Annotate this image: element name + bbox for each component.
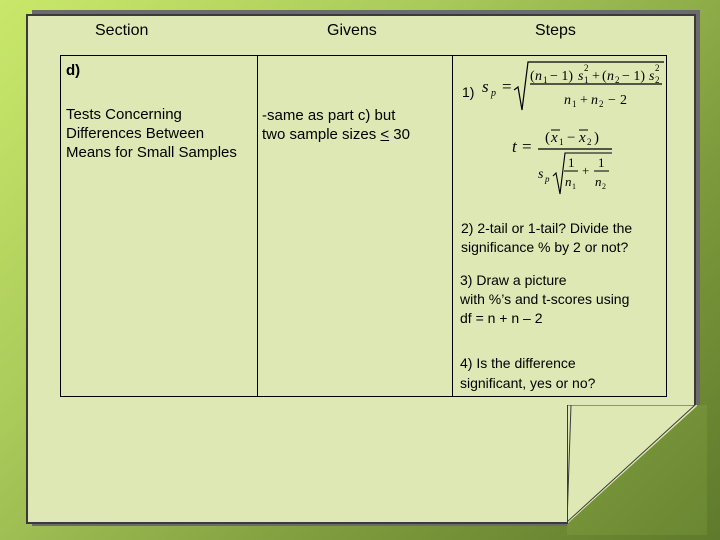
sp-symbol: s [482, 77, 489, 96]
svg-text:1: 1 [572, 182, 576, 191]
t-symbol: t [512, 137, 517, 156]
svg-text:1: 1 [584, 75, 589, 85]
step-4-line-2: significant, yes or no? [460, 375, 596, 391]
step-4-line-1: 4) Is the difference [460, 355, 576, 371]
header-steps: Steps [535, 22, 576, 39]
svg-text:n: n [564, 93, 571, 108]
svg-text:): ) [594, 130, 599, 146]
header-givens: Givens [327, 22, 377, 39]
svg-text:x: x [579, 130, 586, 146]
header-section: Section [95, 22, 149, 39]
svg-text:n: n [607, 69, 614, 84]
section-line-1: Tests Concerning [66, 106, 182, 123]
svg-text:n: n [565, 174, 572, 189]
svg-text:(: ( [602, 69, 607, 84]
step-2-line-1: 2) 2-tail or 1-tail? Divide the [461, 220, 633, 236]
svg-text:(: ( [530, 69, 535, 84]
svg-text:=: = [502, 77, 512, 96]
svg-text:− 1): − 1) [622, 69, 646, 84]
svg-text:2: 2 [655, 63, 660, 73]
svg-text:p: p [491, 88, 496, 99]
section-id: d) [66, 62, 81, 79]
svg-text:+: + [592, 69, 600, 84]
svg-text:s: s [649, 69, 655, 84]
svg-text:(: ( [545, 130, 550, 146]
svg-text:p: p [545, 174, 550, 184]
section-line-3: Means for Small Samples [66, 144, 237, 161]
svg-text:2: 2 [587, 137, 592, 147]
svg-text:n: n [595, 174, 602, 189]
svg-text:x: x [551, 130, 558, 146]
svg-text:n: n [535, 69, 542, 84]
step-3-line-3: df = n + n – 2 [460, 310, 543, 326]
t-statistic-formula [508, 122, 618, 198]
svg-text:−: − [567, 130, 576, 146]
section-line-2: Differences Between [66, 125, 205, 142]
svg-text:1: 1 [568, 155, 575, 170]
svg-text:2: 2 [615, 75, 620, 85]
givens-line-1: -same as part c) but [262, 107, 396, 124]
svg-text:+: + [582, 163, 590, 178]
svg-text:2: 2 [599, 99, 604, 109]
svg-text:s: s [538, 167, 544, 182]
svg-text:1: 1 [598, 155, 605, 170]
svg-text:1: 1 [559, 137, 564, 147]
step-1-label: 1) [462, 84, 475, 100]
svg-text:+: + [580, 93, 588, 108]
svg-text:1: 1 [572, 99, 577, 109]
svg-text:−: − [608, 93, 616, 108]
less-than-or-equal-symbol: < [380, 126, 390, 143]
pooled-sd-formula [478, 58, 668, 116]
svg-text:n: n [591, 93, 598, 108]
svg-text:2: 2 [584, 63, 589, 73]
step-3-line-1: 3) Draw a picture [460, 272, 567, 288]
svg-text:1: 1 [543, 75, 548, 85]
svg-text:2: 2 [655, 75, 660, 85]
page-curl-corner [567, 405, 697, 524]
step-2-line-2: significance % by 2 or not? [461, 239, 629, 255]
svg-text:s: s [578, 69, 584, 84]
step-3-line-2: with %’s and t-scores using [460, 291, 630, 307]
givens-line-2: two sample sizes < 30 [262, 126, 410, 143]
svg-text:2: 2 [620, 93, 627, 108]
svg-text:− 1): − 1) [550, 69, 574, 84]
svg-text:=: = [522, 137, 532, 156]
svg-text:2: 2 [602, 182, 606, 191]
